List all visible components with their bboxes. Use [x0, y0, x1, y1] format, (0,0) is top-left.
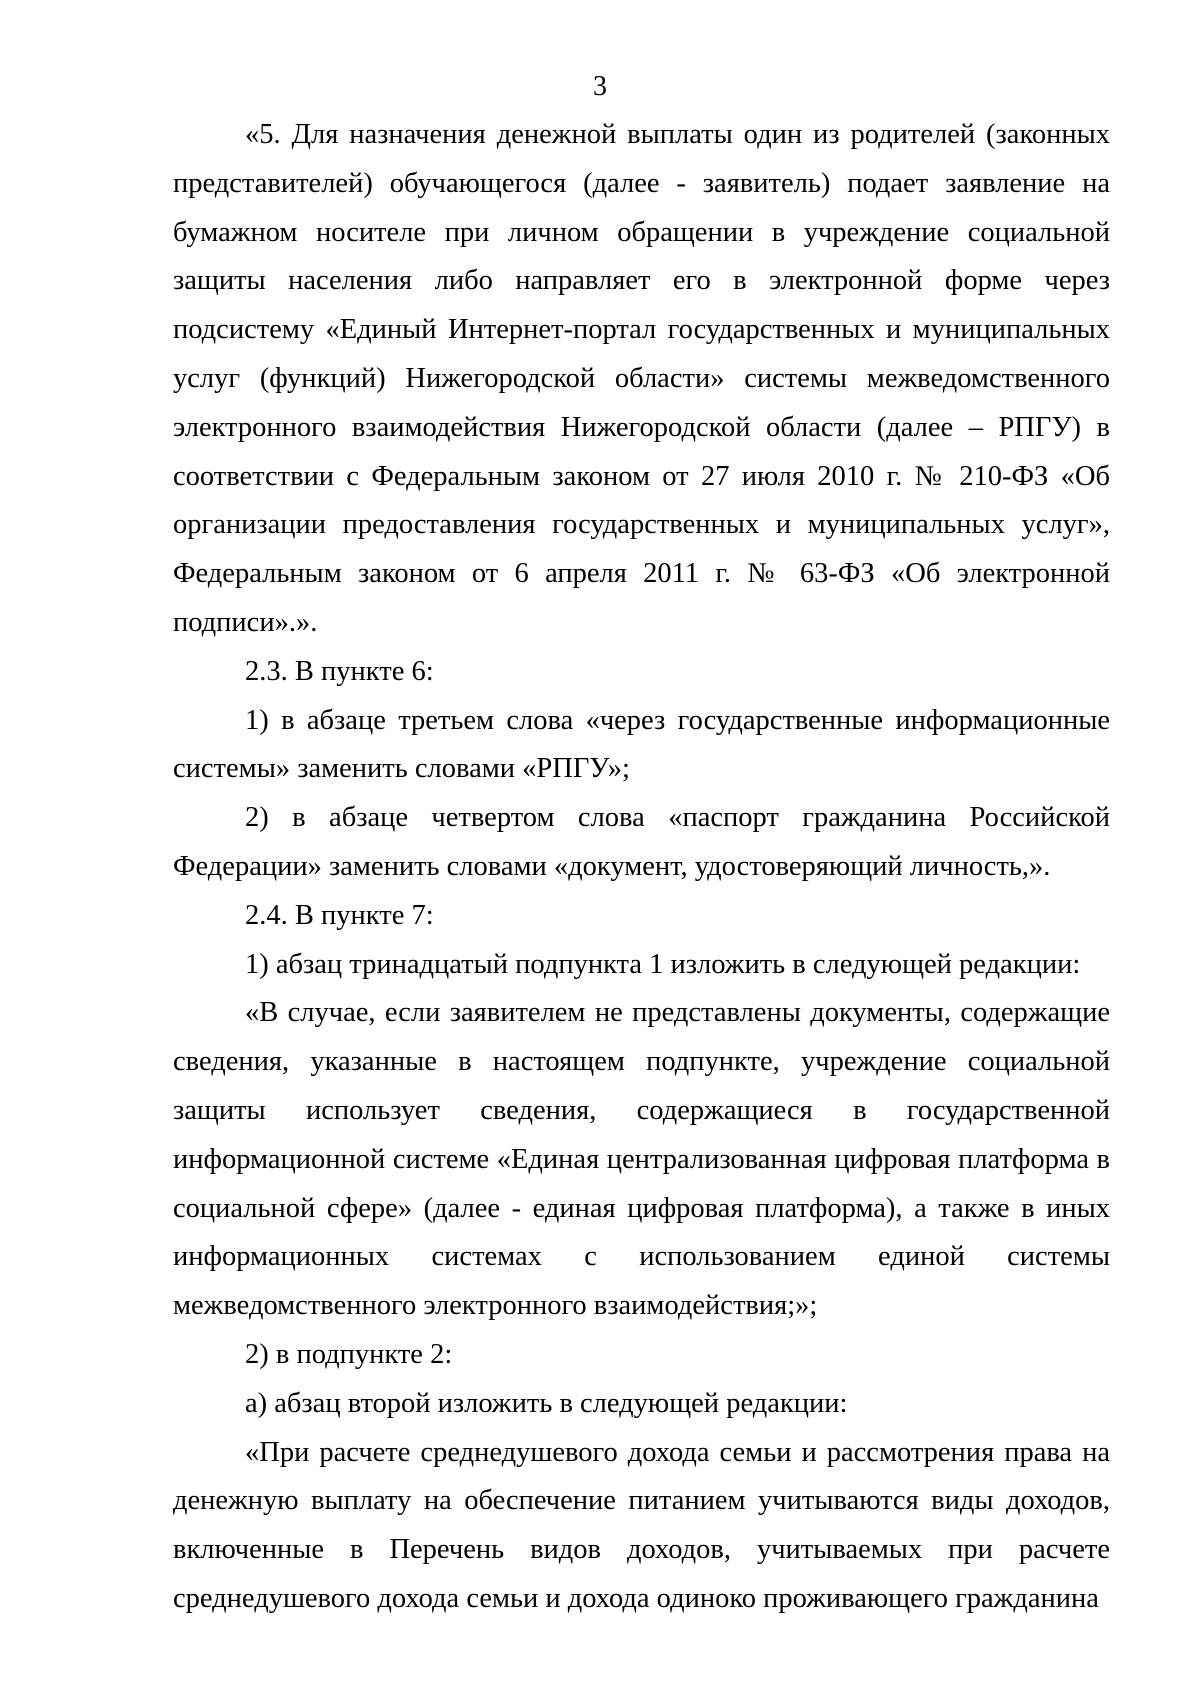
document-body	[173, 111, 1110, 1624]
paragraph-quoted-new-abzac: «В случае, если заявителем не представлены документы, содержащие сведения, указанные в настоящем подпункте, учреждение социальной защиты использует сведения, содержащиеся в государственной информационной системе «Единая централизованная цифровая платформа в социальной сфере» (далее - единая цифровая платформа), а также в иных информационных системах с использованием единой системы межведомственного электронного взаимодействия;»;	[173, 997, 1110, 1322]
page-number: 3	[593, 71, 607, 102]
paragraph-quoted-income-calculation: «При расчете среднедушевого дохода семьи и рассмотрения права на денежную выплату на обеспечение питанием учитываются виды доходов, включенные в Перечень видов доходов, учитываемых при расчете среднедушевого дохода семьи и дохода одиноко проживающего гражданина	[173, 1436, 1110, 1614]
paragraph-subitem-a: а) абзац второй изложить в следующей редакции:	[245, 1387, 848, 1419]
paragraph-subitem-2: 2) в подпункте 2:	[245, 1338, 453, 1370]
paragraph-section-2-4: 2.4. В пункте 7:	[245, 899, 434, 931]
paragraph-section-2-3: 2.3. В пункте 6:	[245, 655, 434, 687]
paragraph-subitem-2-fourth-abzac: 2) в абзаце четвертом слова «паспорт гражданина Российской Федерации» заменить словами «документ, удостоверяющий личность,».	[173, 802, 1110, 882]
paragraph-subitem-1-third-abzac: 1) в абзаце третьем слова «через государственные информационные системы» заменить словами «РПГУ»;	[173, 704, 1110, 785]
paragraph-item-5-application: «5. Для назначения денежной выплаты один из родителей (законных представителей) обучающегося (далее - заявитель) подает заявление на бумажном носителе при личном обращении в учреждение социальной защиты населения либо направляет его в электронной форме через подсистему «Единый Интернет-портал государственных и муниципальных услуг (функций) Нижегородской области» системы межведомственного электронного взаимодействия Нижегородской области (далее – РПГУ) в соответствии с Федеральным законом от 27 июля 2010 г. № 210-ФЗ «Об организации предоставления государственных и муниципальных услуг», Федеральным законом от 6 апреля 2011 г. № 63-ФЗ «Об электронной подписи».».	[173, 119, 1110, 638]
paragraph-subitem-1-thirteenth-abzac: 1) абзац тринадцатый подпункта 1 изложить в следующей редакции:	[245, 948, 1081, 980]
